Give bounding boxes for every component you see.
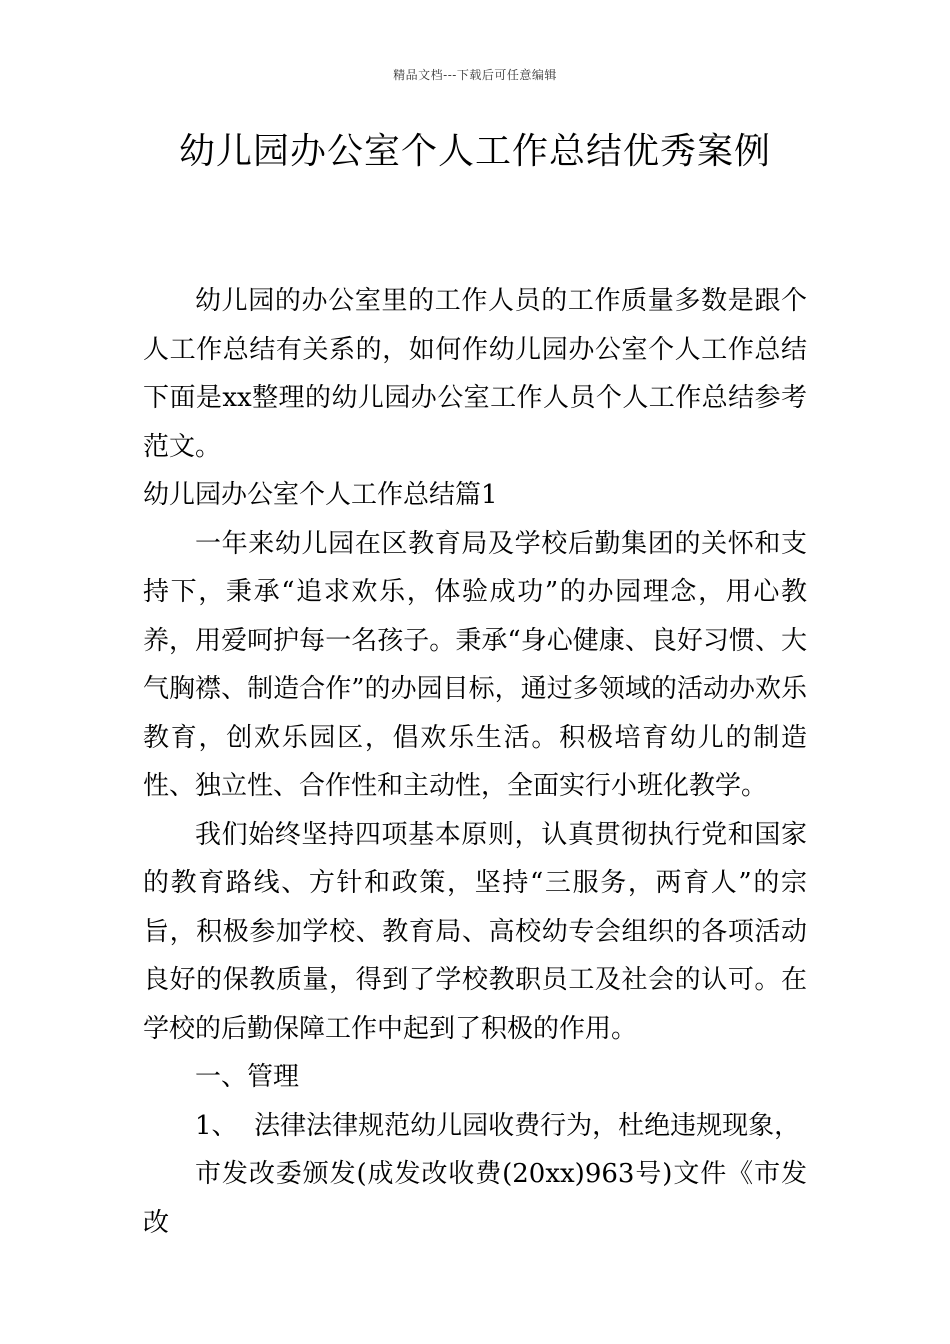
list-item-1-continued: 市发改委颁发(成发改收费(20xx)963号)文件《市发改	[143, 1159, 807, 1238]
document-body	[143, 277, 807, 1247]
list-item-1: 1、 法律法律规范幼儿园收费行为，杜绝违规现象，	[195, 1110, 801, 1141]
paragraph-2: 我们始终坚持四项基本原则，认真贯彻执行党和国家的教育路线、方针和政策，坚持“三服务，两育人”的宗旨，积极参加学校、教育局、高校幼专会组织的各项活动良好的保教质量，得到了学校教职员工及社会的认可。在学校的后勤保障工作中起到了积极的作用。	[143, 819, 807, 1044]
section-heading: 幼儿园办公室个人工作总结篇1	[143, 480, 498, 510]
intro-paragraph: 幼儿园的办公室里的工作人员的工作质量多数是跟个人工作总结有关系的，如何作幼儿园办公室个人工作总结下面是xx整理的幼儿园办公室工作人员个人工作总结参考范文。	[143, 286, 807, 462]
paragraph-1: 一年来幼儿园在区教育局及学校后勤集团的关怀和支持下，秉承“追求欢乐，体验成功”的办园理念，用心教养，用爱呵护每一名孩子。秉承“身心健康、良好习惯、大气胸襟、制造合作”的办园目标，通过多领域的活动办欢乐教育，创欢乐园区，倡欢乐生活。积极培育幼儿的制造性、独立性、合作性和主动性，全面实行小班化教学。	[143, 528, 807, 801]
header-note: 精品文档---下载后可任意编辑	[393, 68, 557, 82]
subheading-management: 一、管理	[195, 1062, 300, 1092]
document-title: 幼儿园办公室个人工作总结优秀案例	[178, 131, 771, 172]
